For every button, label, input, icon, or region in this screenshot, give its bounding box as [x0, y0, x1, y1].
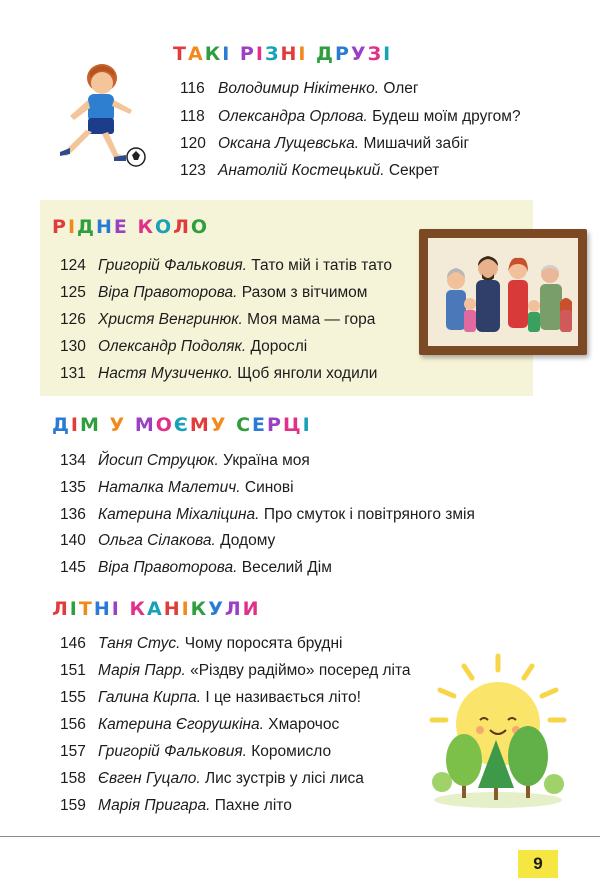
work-title: Будеш моїм другом?	[372, 108, 521, 125]
toc-entry[interactable]	[60, 558, 332, 578]
title-letter: Р	[334, 43, 351, 65]
title-letter: Т	[78, 598, 94, 620]
title-letter: Т	[173, 43, 188, 65]
toc-entry[interactable]	[60, 256, 392, 276]
title-letter: У	[210, 414, 228, 436]
title-letter: И	[242, 598, 261, 620]
title-letter	[307, 43, 316, 65]
family-picture	[428, 238, 578, 346]
title-letter: І	[255, 43, 265, 65]
title-letter: Н	[95, 216, 114, 238]
work-title: Україна моя	[223, 452, 310, 469]
author: Марія Пригара.	[98, 797, 211, 814]
toc-entry[interactable]	[180, 107, 521, 127]
title-letter: Р	[52, 216, 68, 238]
title-letter: М	[189, 414, 211, 436]
author: Настя Музиченко.	[98, 365, 233, 382]
author: Наталка Малетич.	[98, 479, 241, 496]
author: Ольга Сілакова.	[98, 532, 216, 549]
page-number: 124	[60, 257, 86, 274]
author: Галина Кирпа.	[98, 689, 202, 706]
author: Таня Стус.	[98, 635, 181, 652]
author: Олександр Подоляк.	[98, 338, 247, 355]
title-letter: С	[236, 414, 253, 436]
title-letter: Л	[224, 598, 243, 620]
toc-entry[interactable]	[60, 337, 307, 357]
work-title: Олег	[383, 80, 419, 97]
author: Катерина Міхаліцина.	[98, 506, 260, 523]
title-letter: Д	[52, 414, 71, 436]
title-letter: Р	[239, 43, 256, 65]
page-number: 116	[180, 80, 205, 97]
toc-entry[interactable]	[60, 715, 339, 735]
title-letter: Е	[113, 216, 129, 238]
toc-entry[interactable]	[60, 531, 275, 551]
page-number: 136	[60, 506, 86, 523]
title-letter: У	[109, 414, 127, 436]
title-letter: Л	[173, 216, 191, 238]
toc-entry[interactable]	[60, 769, 364, 789]
title-letter: І	[302, 414, 312, 436]
title-letter: М	[134, 414, 156, 436]
toc-entry[interactable]	[60, 742, 331, 762]
author: Віра Правоторова.	[98, 559, 238, 576]
page-number: 140	[60, 532, 86, 549]
author: Йосип Струцюк.	[98, 452, 219, 469]
author: Марія Парр.	[98, 662, 186, 679]
author: Віра Правоторова.	[98, 284, 238, 301]
page-number: 134	[60, 452, 86, 469]
toc-entry[interactable]	[180, 161, 439, 181]
author: Євген Гуцало.	[98, 770, 201, 787]
work-title: Разом з вітчимом	[241, 284, 368, 301]
page-number: 146	[60, 635, 86, 652]
work-title: Веселий Дім	[241, 559, 332, 576]
work-title: Про смуток і повітряного змія	[263, 506, 475, 523]
title-letter: М	[80, 414, 101, 436]
work-title: Додому	[220, 532, 276, 549]
page-number: 125	[60, 284, 86, 301]
footer-divider	[0, 836, 600, 837]
toc-entry[interactable]	[60, 478, 294, 498]
title-letter	[129, 216, 138, 238]
family-illustration	[428, 238, 578, 346]
page-number: 135	[60, 479, 86, 496]
toc-entry[interactable]	[60, 451, 310, 471]
title-letter: К	[137, 216, 155, 238]
page-number: 126	[60, 311, 86, 328]
title-letter: З	[264, 43, 281, 65]
title-letter: К	[129, 598, 147, 620]
title-letter: К	[204, 43, 223, 65]
work-title: Секрет	[388, 162, 440, 179]
sun-trees-illustration	[428, 652, 568, 812]
title-letter: Є	[173, 414, 190, 436]
title-letter: О	[154, 216, 174, 238]
work-title: Тато мій і татів тато	[251, 257, 393, 274]
section-title-litni-kanikuly	[52, 598, 261, 620]
title-letter: У	[208, 598, 225, 620]
page-number: 151	[60, 662, 86, 679]
title-letter	[231, 43, 240, 65]
title-letter: Д	[77, 216, 96, 238]
title-letter: Н	[93, 598, 112, 620]
page-number: 120	[180, 135, 206, 152]
title-letter	[121, 598, 130, 620]
author: Христя Венгринюк.	[98, 311, 243, 328]
page-number: 145	[60, 559, 86, 576]
author: Григорій Фальковия.	[98, 257, 247, 274]
title-letter: І	[69, 598, 79, 620]
title-letter	[126, 414, 135, 436]
toc-entry[interactable]	[180, 79, 419, 99]
author: Олександра Орлова.	[218, 108, 368, 125]
toc-entry[interactable]	[60, 688, 361, 708]
work-title: Лис зустрів у лісі лиса	[204, 770, 364, 787]
title-letter: О	[155, 414, 174, 436]
work-title: «Різдву радіймо» посеред літа	[190, 662, 411, 679]
page-number: 131	[60, 365, 86, 382]
section-title-ridne-kolo	[52, 216, 209, 238]
page-number: 157	[60, 743, 86, 760]
work-title: Моя мама — гора	[247, 311, 376, 328]
work-title: Коромисло	[251, 743, 332, 760]
page-number: 130	[60, 338, 86, 355]
title-letter	[227, 414, 236, 436]
page-number: 158	[60, 770, 86, 787]
title-letter: А	[146, 598, 164, 620]
title-letter: І	[222, 43, 232, 65]
title-letter: Д	[316, 43, 335, 65]
toc-entry[interactable]	[60, 310, 375, 330]
title-letter: І	[70, 414, 80, 436]
title-letter: Е	[252, 414, 267, 436]
title-letter: К	[190, 598, 209, 620]
title-letter: Ц	[282, 414, 303, 436]
toc-entry[interactable]	[60, 364, 377, 384]
toc-entry[interactable]	[180, 134, 469, 154]
author: Катерина Єгорушкіна.	[98, 716, 264, 733]
title-letter: О	[190, 216, 210, 238]
work-title: Чому поросята брудні	[184, 635, 343, 652]
title-letter: І	[67, 216, 78, 238]
title-letter: І	[181, 598, 191, 620]
page-number: 155	[60, 689, 86, 706]
toc-entry[interactable]	[60, 634, 342, 654]
title-letter: Н	[163, 598, 182, 620]
work-title: Пахне літо	[214, 797, 292, 814]
toc-entry[interactable]	[60, 796, 292, 816]
title-letter: У	[350, 43, 368, 65]
work-title: І це називається літо!	[205, 689, 361, 706]
page-number: 159	[60, 797, 86, 814]
author: Григорій Фальковия.	[98, 743, 247, 760]
page-number-badge: 9	[518, 850, 558, 878]
toc-entry[interactable]	[60, 505, 475, 525]
section-title-taki-rizni-druzi	[173, 43, 392, 65]
section-title-dim-u-moiemu-sertsi	[52, 414, 312, 436]
title-letter: Р	[267, 414, 283, 436]
title-letter: З	[367, 43, 384, 65]
title-letter: І	[298, 43, 308, 65]
title-letter: І	[383, 43, 393, 65]
page-number: 118	[180, 108, 205, 125]
work-title: Синові	[244, 479, 294, 496]
title-letter: Н	[280, 43, 299, 65]
family-picture-frame	[419, 229, 587, 355]
title-letter: Л	[52, 598, 70, 620]
work-title: Дорослі	[250, 338, 308, 355]
boy-soccer-illustration	[52, 58, 152, 170]
toc-entry[interactable]	[60, 661, 411, 681]
work-title: Щоб янголи ходили	[237, 365, 378, 382]
author: Анатолій Костецький.	[218, 162, 385, 179]
author: Оксана Лущевська.	[218, 135, 360, 152]
page-number: 156	[60, 716, 86, 733]
toc-entry[interactable]	[60, 283, 367, 303]
work-title: Хмарочос	[268, 716, 340, 733]
title-letter	[101, 414, 110, 436]
author: Володимир Нікітенко.	[218, 80, 380, 97]
title-letter: А	[187, 43, 205, 65]
page-number: 123	[180, 162, 206, 179]
work-title: Мишачий забіг	[363, 135, 470, 152]
title-letter: І	[111, 598, 121, 620]
